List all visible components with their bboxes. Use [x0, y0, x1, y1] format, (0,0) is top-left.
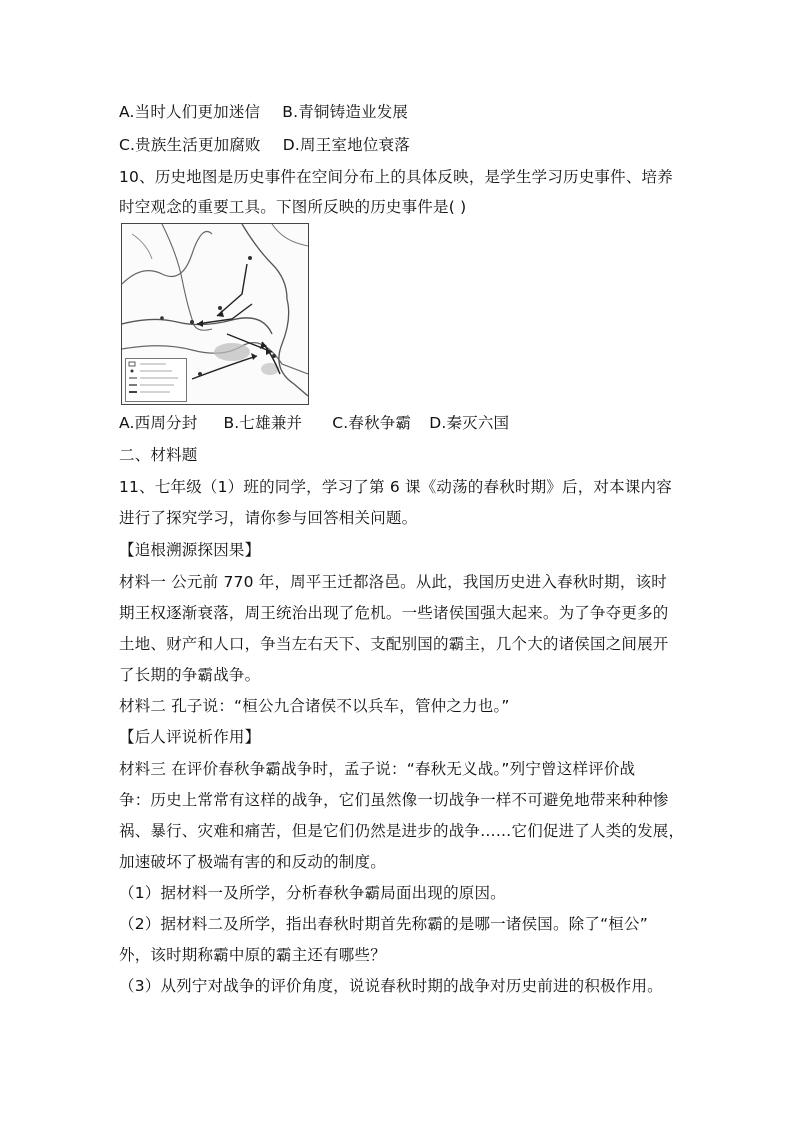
material3-line3: 祸、暴行、灾难和痛苦，但是它们仍然是进步的战争……它们促进了人类的发展，: [119, 822, 685, 840]
material1-line4: 了长期的争霸战争。: [119, 666, 261, 684]
q10-stem-line2: 时空观念的重要工具。下图所反映的历史事件是( ): [119, 198, 467, 216]
q10-option-c: C.春秋争霸: [332, 414, 412, 432]
q10-options: [119, 413, 509, 433]
map-legend-box: [125, 358, 187, 402]
q9-option-b: B.青铜铸造业发展: [282, 103, 409, 121]
q11-intro-line2: 进行了探究学习，请你参与回答相关问题。: [119, 509, 418, 527]
q10-stem-line1: 10、历史地图是历史事件在空间分布上的具体反映，是学生学习历史事件、培养: [119, 168, 673, 186]
material1-line3: 土地、财产和人口，争当左右天下、支配别国的霸主，几个大的诸侯国之间展开: [119, 635, 669, 653]
material3-line2: 争：历史上常常有这样的战争，它们虽然像一切战争一样不可避免地带来种种惨: [119, 791, 669, 809]
historical-map-figure: [121, 223, 309, 405]
q9-option-c: C.贵族生活更加腐败: [119, 136, 261, 154]
material1-line1: 材料一 公元前 770 年，周平王迁都洛邑。从此，我国历史进入春秋时期，该时: [119, 573, 667, 591]
q11-subquestion-2-line1: （2）据材料二及所学，指出春秋时期首先称霸的是哪一诸侯国。除了“桓公”: [119, 915, 648, 933]
q11-subhead-effects: 【后人评说析作用】: [119, 728, 261, 746]
q11-subhead-causes: 【追根溯源探因果】: [119, 541, 261, 559]
q10-option-a: A.西周分封: [119, 414, 198, 432]
q11-intro-line1: 11、七年级（1）班的同学，学习了第 6 课《动荡的春秋时期》后，对本课内容: [119, 478, 672, 496]
map-legend-symbols: [126, 359, 186, 401]
section-heading: 二、材料题: [119, 446, 198, 464]
q9-option-d: D.周王室地位衰落: [282, 136, 410, 154]
q9-option-a: A.当时人们更加迷信: [119, 103, 261, 121]
q10-option-d: D.秦灭六国: [429, 414, 510, 432]
q11-subquestion-1: （1）据材料一及所学，分析春秋争霸局面出现的原因。: [119, 884, 506, 902]
q9-options-row2: [119, 135, 410, 155]
material1-line2: 期王权逐渐衰落，周王统治出现了危机。一些诸侯国强大起来。为了争夺更多的: [119, 604, 669, 622]
q11-subquestion-3: （3）从列宁对战争的评价角度，说说春秋时期的战争对历史前进的积极作用。: [119, 977, 663, 995]
q10-option-b: B.七雄兼并: [223, 414, 303, 432]
q11-subquestion-2-line2: 外，该时期称霸中原的霸主还有哪些？: [119, 946, 386, 964]
q9-options-row1: [119, 102, 408, 122]
material3-line4: 加速破坏了极端有害的和反动的制度。: [119, 853, 386, 871]
material3-line1: 材料三 在评价春秋争霸战争时，孟子说：“春秋无义战。”列宁曾这样评价战: [119, 760, 636, 778]
material2-line1: 材料二 孔子说：“桓公九合诸侯不以兵车，管仲之力也。”: [119, 697, 510, 715]
